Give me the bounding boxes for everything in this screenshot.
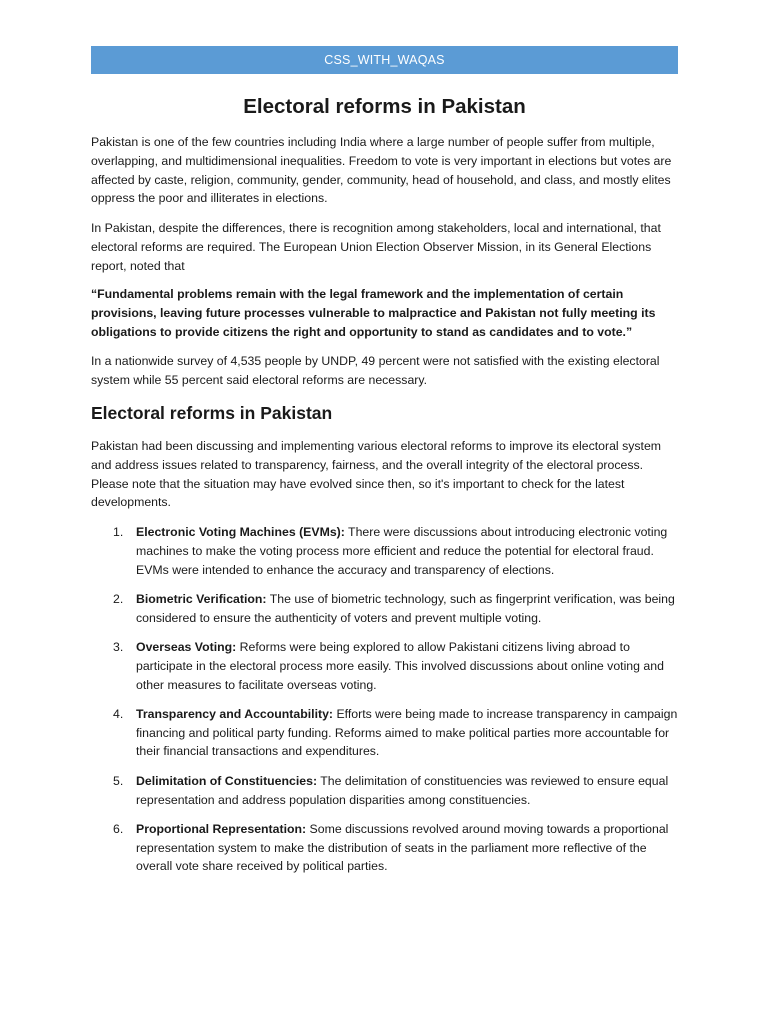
list-text: Some discussions revolved around moving towards a proportional representation system to make the distribution of seats in the parliament more reflective of the overall vote share received by political parties. [136,821,669,874]
list-term: Electronic Voting Machines (EVMs): [136,525,345,539]
list-text: The delimitation of constituencies was reviewed to ensure equal representation and address population disparities among constituencies. [136,773,669,807]
survey-paragraph: In a nationwide survey of 4,535 people by UNDP, 49 percent were not satisfied with the existing electoral system while 55 percent said electoral reforms are necessary. [91,354,660,387]
list-text: Reforms were being explored to allow Pakistani citizens living abroad to participate in the electoral process more easily. This involved discussions about online voting and other measures to facilitate overseas voting. [136,639,664,692]
list-term: Transparency and Accountability: [136,706,334,721]
list-term: Biometric Verification: [136,591,267,606]
list-number: 1. [113,525,124,539]
document-title: Electoral reforms in Pakistan [243,95,526,118]
list-item [91,772,681,810]
header-banner: CSS_WITH_WAQAS [91,46,678,74]
list-item [91,638,681,694]
list-number: 5. [113,773,124,788]
eu-quote: “Fundamental problems remain with the legal framework and the implementation of certain provisions, leaving future processes vulnerable to malpractice and Pakistan not fully meeting its obligations to provide citizens the right and opportunity to stand as candidates and to vote.” [91,287,656,339]
recognition-paragraph: In Pakistan, despite the differences, there is recognition among stakeholders, local and international, that electoral reforms are required. The European Union Election Observer Mission, in its General Elections report, noted that [91,221,661,273]
section-intro: Pakistan had been discussing and implementing various electoral reforms to improve its electoral system and address issues related to transparency, fairness, and the overall integrity of the electoral process. Please note that the situation may have evolved since then, so it's important to check for the latest developments. [91,439,662,510]
intro-paragraph: Pakistan is one of the few countries including India where a large number of people suffer from multiple, overlapping, and multidimensional inequalities. Freedom to vote is very important in elections but votes are affected by caste, religion, community, gender, community, head of household, and class, and mostly elites oppress the poor and illiterates in elections. [91,135,672,206]
list-text: The use of biometric technology, such as fingerprint verification, was being considered to ensure the authenticity of voters and prevent multiple voting. [136,591,675,625]
list-item [91,590,681,628]
section-heading: Electoral reforms in Pakistan [91,403,333,423]
list-text: Efforts were being made to increase transparency in campaign financing and political party funding. Reforms aimed to make political parties more accountable for their financial transactions and expenditures. [136,706,678,759]
list-item [91,523,681,579]
list-term: Overseas Voting: [136,639,237,654]
list-number: 6. [113,821,124,836]
list-item [91,820,681,876]
list-text: There were discussions about introducing electronic voting machines to make the voting process more efficient and reduce the potential for electoral fraud. EVMs were intended to enhance the accuracy and transparency of elections. [136,525,668,577]
reforms-list [91,523,681,887]
list-term: Delimitation of Constituencies: [136,773,318,788]
list-item [91,705,681,761]
list-number: 4. [113,706,124,721]
list-term: Proportional Representation: [136,821,307,836]
list-number: 2. [113,591,124,606]
list-number: 3. [113,639,124,654]
